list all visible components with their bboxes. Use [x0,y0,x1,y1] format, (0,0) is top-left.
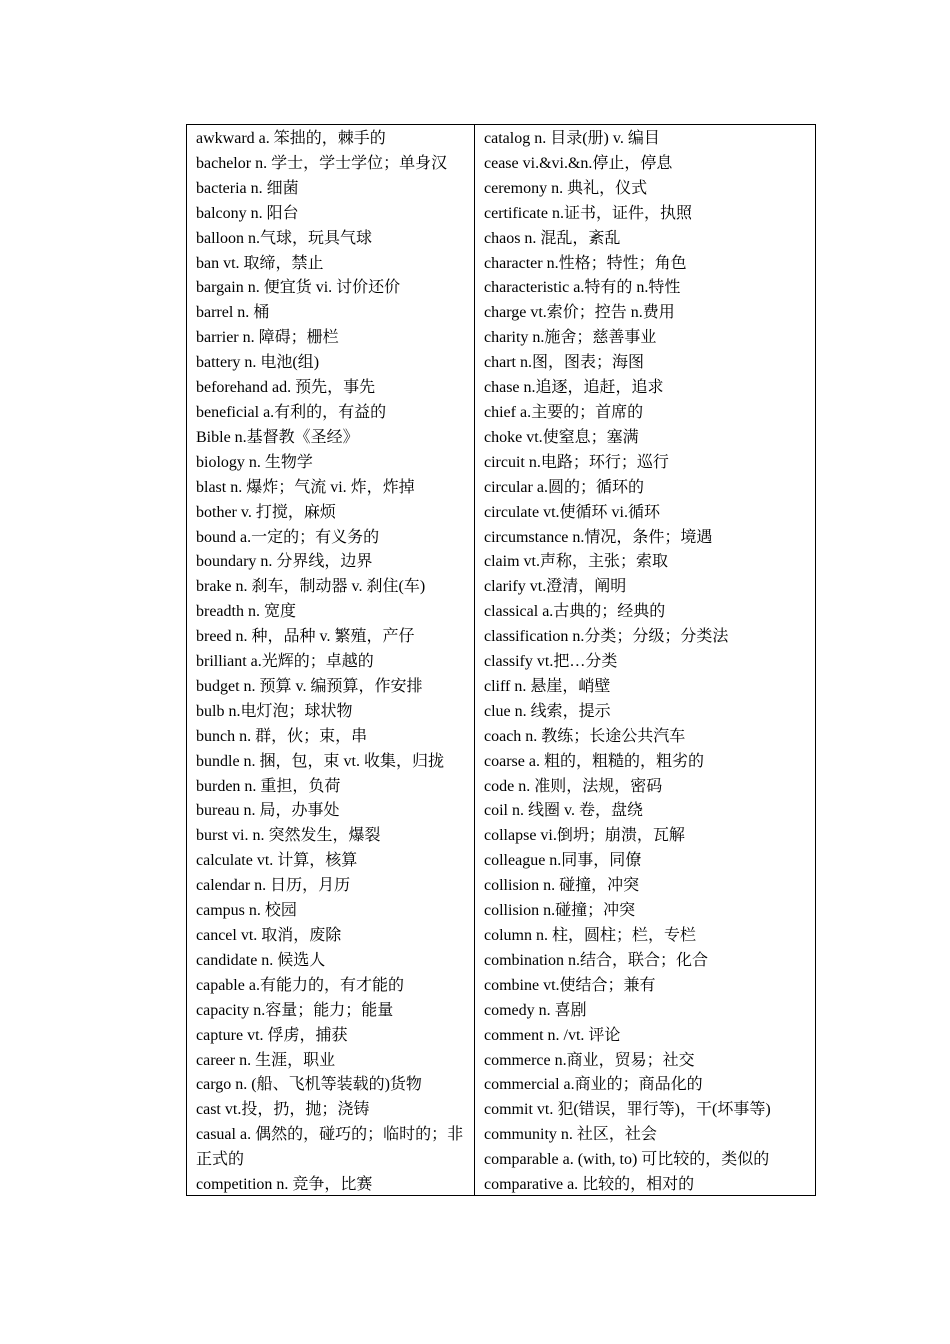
vocab-entry: casual a. 偶然的，碰巧的；临时的；非正式的 [196,1126,464,1169]
vocab-entry: cancel vt. 取消，废除 [196,927,342,944]
vocab-entry: commercial a.商业的；商品化的 [484,1076,703,1094]
vocab-entry: ban vt. 取缔，禁止 [196,254,324,272]
vocab-entry: charity n.施舍；慈善事业 [484,329,657,347]
vocab-entry: bacteria n. 细菌 [196,179,299,197]
vocab-entry: code n. 准则，法规，密码 [484,777,663,795]
vocab-entry: character n.性格；特性；角色 [484,254,687,272]
vocab-entry: collapse vi.倒坍；崩溃，瓦解 [484,827,685,845]
vocab-entry: awkward a. 笨拙的，棘手的 [196,130,386,147]
vocab-entry: burst vi. n. 突然发生，爆裂 [196,827,381,845]
vocab-entry: brilliant a.光辉的；卓越的 [196,653,374,671]
vocab-entry: calendar n. 日历，月历 [196,877,351,895]
vocab-entry: chief a.主要的；首席的 [484,403,644,421]
vocab-entry: collision n.碰撞；冲突 [484,902,636,920]
vocab-entry: boundary n. 分界线，边界 [196,553,373,571]
vocab-entry: charge vt.索价；控告 n.费用 [484,304,675,322]
vocab-entry: clarify vt.澄清，阐明 [484,578,627,596]
vocab-entry: cease vi.&vi.&n.停止，停息 [484,154,673,172]
vocab-entry: comparative a. 比较的，相对的 [484,1176,695,1194]
vocab-entry: coarse a. 粗的，粗糙的，粗劣的 [484,752,704,770]
vocab-entry: balcony n. 阳台 [196,204,299,222]
vocab-entry: beforehand ad. 预先，事先 [196,379,376,397]
vocab-entry: classify vt.把…分类 [484,653,618,671]
vocab-entry: campus n. 校园 [196,902,297,920]
vocab-entry: classical a.古典的；经典的 [484,603,666,621]
vocab-column-left [187,125,475,1195]
vocab-entry: chase n.追逐，追赶，追求 [484,379,664,397]
vocab-entry: breadth n. 宽度 [196,603,296,621]
vocab-entry: calculate vt. 计算，核算 [196,852,358,870]
vocab-entry: circular a.圆的；循环的 [484,478,644,496]
vocab-entry: claim vt.声称，主张；索取 [484,553,668,571]
vocab-entry: burden n. 重担，负荷 [196,777,341,795]
vocab-entry: budget n. 预算 v. 编预算，作安排 [196,677,423,695]
vocab-entry: capacity n.容量；能力；能量 [196,1001,394,1019]
vocab-entry: blast n. 爆炸；气流 vi. 炸，炸掉 [196,478,415,496]
vocab-entry: biology n. 生物学 [196,453,313,471]
vocab-entry: characteristic a.特有的 n.特性 [484,279,681,297]
vocab-entry: ceremony n. 典礼，仪式 [484,179,648,197]
vocab-entry: bunch n. 群，伙；束，串 [196,727,368,745]
vocab-entry: battery n. 电池(组) [196,354,320,372]
vocab-entry: community n. 社区，社会 [484,1126,657,1144]
vocab-entry: career n. 生涯，职业 [196,1051,336,1069]
vocab-entry: circumstance n.情况，条件；境遇 [484,528,713,546]
vocab-entry: column n. 柱，圆柱；栏，专栏 [484,927,696,944]
vocab-entry: chart n.图，图表；海图 [484,354,644,372]
vocab-entry: comment n. /vt. 评论 [484,1026,621,1044]
vocab-entry: commerce n.商业，贸易；社交 [484,1051,695,1069]
vocab-entry: barrier n. 障碍；栅栏 [196,329,339,347]
vocab-entry: bound a.一定的；有义务的 [196,528,380,546]
vocab-entry: colleague n.同事，同僚 [484,852,642,870]
vocab-entry: coach n. 教练；长途公共汽车 [484,727,686,745]
vocab-entry: bundle n. 捆，包，束 vt. 收集，归拢 [196,752,444,770]
vocab-entry: classification n.分类；分级；分类法 [484,628,729,646]
vocab-entry: candidate n. 候选人 [196,951,326,969]
vocab-entry: competition n. 竞争，比赛 [196,1176,373,1194]
vocab-entry: capable a.有能力的，有才能的 [196,976,404,994]
vocab-entry: balloon n.气球，玩具气球 [196,229,372,247]
vocab-entry: beneficial a.有利的，有益的 [196,403,387,421]
vocab-entry: cargo n. (船、飞机等装载的)货物 [196,1076,422,1094]
vocab-entry: capture vt. 俘虏，捕获 [196,1026,348,1044]
vocabulary-table [186,124,816,1196]
vocab-entry: chaos n. 混乱，紊乱 [484,229,621,247]
vocab-entry: clue n. 线索，提示 [484,702,611,720]
vocab-column-right [475,125,815,1195]
vocab-entry: combine vt.使结合；兼有 [484,976,656,994]
vocab-entry: comedy n. 喜剧 [484,1001,587,1019]
vocab-entry: bother v. 打搅，麻烦 [196,503,336,521]
vocab-entry: brake n. 刹车，制动器 v. 刹住(车) [196,578,426,596]
vocab-entry: cliff n. 悬崖，峭壁 [484,677,611,695]
vocab-entry: circuit n.电路；环行；巡行 [484,453,669,471]
vocab-entry: breed n. 种，品种 v. 繁殖，产仔 [196,628,415,646]
vocab-entry: collision n. 碰撞，冲突 [484,877,640,895]
vocab-entry: cast vt.投，扔，抛；浇铸 [196,1101,370,1119]
vocab-entry: bachelor n. 学士，学士学位；单身汉 [196,154,448,172]
vocab-entry: bulb n.电灯泡；球状物 [196,702,353,720]
vocab-entry: choke vt.使窒息；塞满 [484,428,639,446]
vocab-entry: catalog n. 目录(册) v. 编目 [484,130,660,147]
vocab-entry: bargain n. 便宜货 vi. 讨价还价 [196,279,401,297]
vocab-entry: Bible n.基督教《圣经》 [196,428,359,446]
vocab-entry: certificate n.证书，证件，执照 [484,204,692,222]
vocab-entry: circulate vt.使循环 vi.循环 [484,503,660,521]
vocab-entry: barrel n. 桶 [196,304,270,322]
vocab-entry: commit vt. 犯(错误，罪行等)，干(坏事等) [484,1101,771,1119]
vocab-entry: coil n. 线圈 v. 卷，盘绕 [484,802,643,820]
vocab-entry: bureau n. 局，办事处 [196,802,340,820]
vocab-entry: comparable a. (with, to) 可比较的，类似的 [484,1151,770,1169]
vocab-entry: combination n.结合，联合；化合 [484,951,708,969]
